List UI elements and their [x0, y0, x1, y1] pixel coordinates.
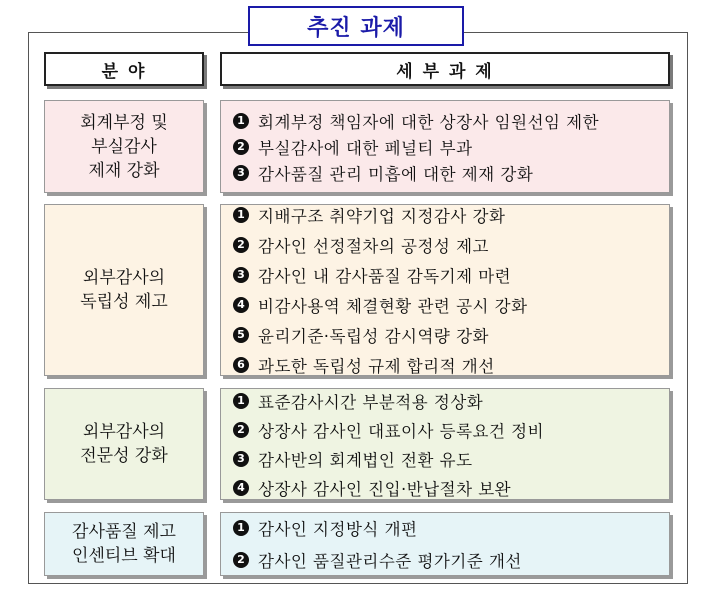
category-expertise	[44, 388, 204, 500]
list-item	[233, 353, 669, 377]
number-badge: 1	[233, 113, 249, 129]
page-title: 추진 과제	[248, 6, 464, 46]
task-text: 과도한 독립성 규제 합리적 개선	[258, 357, 495, 376]
task-text: 감사인 내 감사품질 감독기제 마련	[258, 267, 512, 286]
task-text: 윤리기준·독립성 감시역량 강화	[258, 327, 489, 346]
tasks-independence	[220, 204, 670, 376]
list-item	[233, 476, 669, 500]
number-badge: 6	[233, 357, 249, 373]
list-item	[233, 203, 669, 227]
category-line: 외부감사의	[82, 422, 166, 442]
tasks-expertise	[220, 388, 670, 500]
list-item	[233, 323, 669, 347]
list-item	[233, 516, 669, 540]
task-text: 표준감사시간 부분적용 정상화	[258, 392, 484, 412]
category-line: 감사품질 제고	[72, 522, 176, 542]
tasks-accounting-fraud	[220, 100, 670, 193]
number-badge: 1	[233, 207, 249, 223]
category-line: 독립성 제고	[80, 292, 168, 312]
list-item	[233, 109, 669, 133]
number-badge: 4	[233, 480, 249, 496]
task-text: 비감사용역 체결현황 관련 공시 강화	[258, 297, 528, 316]
category-line: 인센티브 확대	[72, 546, 176, 566]
task-text: 회계부정 책임자에 대한 상장사 임원선임 제한	[258, 112, 600, 132]
category-line: 회계부정 및	[80, 112, 168, 133]
category-independence	[44, 204, 204, 376]
task-text: 상장사 감사인 대표이사 등록요건 정비	[258, 421, 545, 441]
list-item	[233, 447, 669, 471]
number-badge: 4	[233, 297, 249, 313]
task-text: 상장사 감사인 진입·반납절차 보완	[258, 479, 512, 499]
task-text: 감사인 선정절차의 공정성 제고	[258, 237, 489, 256]
task-text: 감사품질 관리 미흡에 대한 제재 강화	[258, 164, 534, 184]
header-category: 분 야	[44, 52, 204, 86]
category-incentives	[44, 512, 204, 576]
list-item	[233, 293, 669, 317]
task-text: 부실감사에 대한 페널티 부과	[258, 138, 473, 158]
number-badge: 1	[233, 520, 249, 536]
list-item	[233, 263, 669, 287]
number-badge: 5	[233, 327, 249, 343]
number-badge: 1	[233, 393, 249, 409]
task-text: 지배구조 취약기업 지정감사 강화	[258, 207, 506, 226]
category-line: 전문성 강화	[80, 446, 168, 466]
list-item	[233, 418, 669, 442]
number-badge: 3	[233, 267, 249, 283]
category-accounting-fraud	[44, 100, 204, 193]
list-item	[233, 233, 669, 257]
category-line: 부실감사	[91, 136, 157, 157]
number-badge: 2	[233, 422, 249, 438]
task-text: 감사인 품질관리수준 평가기준 개선	[258, 552, 522, 571]
task-text: 감사반의 회계법인 전환 유도	[258, 450, 473, 470]
header-tasks: 세 부 과 제	[220, 52, 670, 86]
list-item	[233, 135, 669, 159]
number-badge: 2	[233, 237, 249, 253]
number-badge: 2	[233, 552, 249, 568]
category-line: 제재 강화	[88, 160, 160, 181]
list-item	[233, 389, 669, 413]
task-text: 감사인 지정방식 개편	[258, 520, 418, 539]
number-badge: 2	[233, 139, 249, 155]
list-item	[233, 161, 669, 185]
list-item	[233, 548, 669, 572]
number-badge: 3	[233, 165, 249, 181]
tasks-incentives	[220, 512, 670, 576]
category-line: 외부감사의	[82, 268, 166, 288]
number-badge: 3	[233, 451, 249, 467]
